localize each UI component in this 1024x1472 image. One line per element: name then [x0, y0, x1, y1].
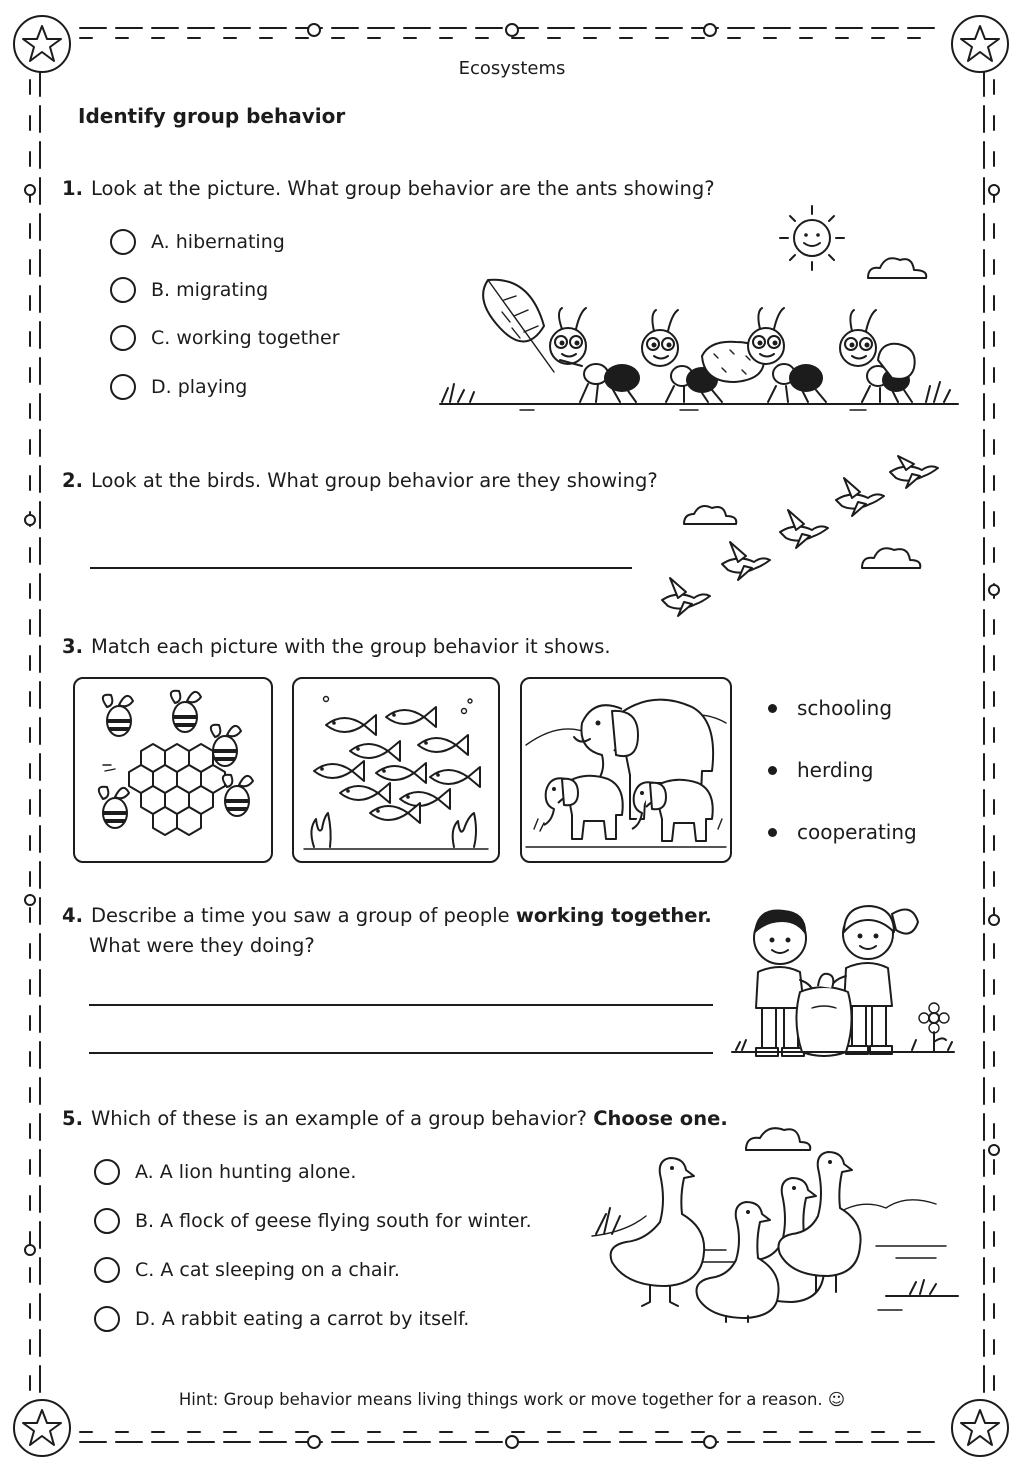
q1-option-d[interactable]: [110, 374, 247, 400]
question-4-number: 4.: [62, 904, 83, 927]
q5-option-b-label: B. A flock of geese flying south for winter.: [135, 1210, 532, 1232]
radio-button[interactable]: [94, 1306, 120, 1332]
question-1-text: Look at the picture. What group behavior are the ants showing?: [90, 177, 715, 200]
question-3-text: Match each picture with the group behavior it shows.: [90, 635, 611, 658]
question-1-number: 1.: [62, 177, 83, 200]
q1-option-c-label: C. working together: [151, 327, 340, 349]
question-2-text: Look at the birds. What group behavior are they showing?: [90, 469, 658, 492]
bullet-icon: [768, 704, 777, 713]
elephants-picture-card[interactable]: [520, 677, 732, 863]
q1-option-d-label: D. playing: [151, 376, 248, 398]
radio-button[interactable]: [110, 277, 136, 303]
question-5-number: 5.: [62, 1107, 83, 1130]
radio-button[interactable]: [94, 1159, 120, 1185]
bees-picture-card[interactable]: [73, 677, 273, 863]
school-of-fish-icon: [294, 679, 498, 861]
q5-option-c[interactable]: [94, 1257, 400, 1283]
question-4: [62, 901, 712, 931]
elephant-herd-icon: [522, 679, 730, 861]
q2-answer-line[interactable]: [90, 567, 632, 569]
page-title: Ecosystems: [458, 58, 566, 79]
two-children-with-sack-icon: [728, 892, 958, 1062]
radio-button[interactable]: [110, 325, 136, 351]
match-choice-label: cooperating: [797, 820, 917, 844]
geese-by-pond-icon: [586, 1116, 966, 1326]
radio-button[interactable]: [94, 1208, 120, 1234]
question-3-number: 3.: [62, 635, 83, 658]
question-4-emphasis: working together.: [515, 904, 712, 927]
q5-option-b[interactable]: [94, 1208, 532, 1234]
q1-option-a[interactable]: [110, 229, 285, 255]
q1-option-c[interactable]: [110, 325, 340, 351]
section-title: Identify group behavior: [78, 104, 346, 128]
q5-option-d-label: D. A rabbit eating a carrot by itself.: [135, 1308, 470, 1330]
q4-answer-line-2[interactable]: [89, 1052, 713, 1054]
bees-and-honeycomb-icon: [75, 679, 271, 861]
radio-button[interactable]: [110, 374, 136, 400]
q5-option-c-label: C. A cat sleeping on a chair.: [135, 1259, 400, 1281]
q5-option-a-label: A. A lion hunting alone.: [135, 1161, 357, 1183]
radio-button[interactable]: [110, 229, 136, 255]
q1-option-a-label: A. hibernating: [151, 231, 285, 253]
flock-of-birds-flying-icon: [650, 452, 950, 624]
fish-picture-card[interactable]: [292, 677, 500, 863]
question-4-text: Describe a time you saw a group of people: [90, 904, 516, 927]
hint-text: Hint: Group behavior means living things work or move together for a reason. ☺: [178, 1390, 846, 1409]
question-5-emphasis: Choose one.: [593, 1107, 728, 1130]
q1-option-b[interactable]: [110, 277, 268, 303]
match-choice-schooling[interactable]: [768, 696, 892, 720]
question-5-text: Which of these is an example of a group behavior?: [90, 1107, 594, 1130]
match-choice-label: schooling: [797, 696, 893, 720]
bullet-icon: [768, 828, 777, 837]
match-choice-label: herding: [797, 758, 874, 782]
match-choice-cooperating[interactable]: [768, 820, 917, 844]
q1-option-b-label: B. migrating: [151, 279, 269, 301]
match-choice-herding[interactable]: [768, 758, 873, 782]
question-2-number: 2.: [62, 469, 83, 492]
question-4-line-2: What were they doing?: [89, 934, 315, 957]
radio-button[interactable]: [94, 1257, 120, 1283]
ants-carrying-leaf-and-food-icon: [430, 196, 970, 418]
q5-option-d[interactable]: [94, 1306, 469, 1332]
question-3: [62, 632, 611, 662]
question-2: [62, 466, 658, 496]
q4-answer-line-1[interactable]: [89, 1004, 713, 1006]
bullet-icon: [768, 766, 777, 775]
q5-option-a[interactable]: [94, 1159, 356, 1185]
